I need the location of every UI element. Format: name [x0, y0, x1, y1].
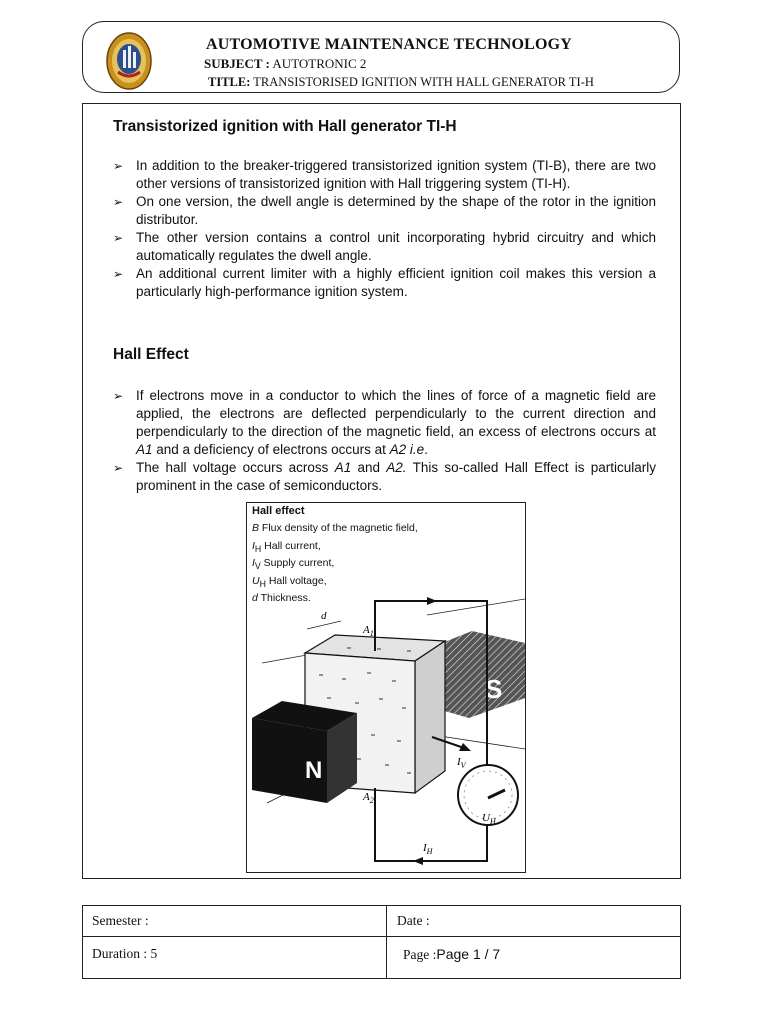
page-value: Page 1 / 7: [436, 946, 501, 962]
hall-effect-diagram: [247, 503, 526, 873]
label-iv: $I_V$: [457, 756, 466, 770]
term-a2: A2 i.e: [389, 442, 425, 457]
arrow-bullet-icon: ➢: [113, 195, 124, 209]
footer-row-divider: [83, 936, 680, 937]
hall-bullet-list: [113, 387, 656, 495]
header-title: AUTOMOTIVE MAINTENANCE TECHNOLOGY: [206, 36, 573, 53]
bullet-text-part: and a deficiency of electrons occurs at: [152, 442, 390, 457]
title-label: TITLE:: [208, 75, 251, 89]
figure-caption: Hall effect: [252, 505, 305, 517]
subject-value: AUTOTRONIC 2: [272, 56, 367, 71]
list-item: [113, 157, 656, 193]
bullet-text-part: If electrons move in a conductor to which the lines of force of a magnetic field are applied, the electrons are deflected perpendicularly to the current direction and perpendicularly to the direction of the magnetic field, an excess of electrons occurs at: [136, 388, 656, 439]
page-number: [403, 946, 500, 963]
legend-subscript: V: [254, 561, 261, 572]
list-item: [113, 193, 656, 229]
list-item: [113, 387, 656, 459]
arrow-bullet-icon: ➢: [113, 231, 124, 245]
institute-logo-icon: [106, 32, 152, 90]
magnet-n-label: N: [305, 757, 323, 784]
hall-effect-figure: [246, 502, 526, 873]
date-label: Date :: [397, 913, 430, 928]
legend-subscript: H: [259, 578, 266, 589]
footer-table: [82, 905, 681, 979]
term-a1: A1: [136, 442, 153, 457]
term-a1: A1: [334, 460, 352, 475]
legend-text: Hall current,: [261, 539, 321, 552]
semester-label: Semester :: [92, 913, 149, 928]
bullet-text-part: .: [424, 442, 428, 457]
bullet-text: In addition to the breaker-triggered transistorized ignition system (TI-B), there are two other versions of transistorized ignition with Hall triggering system (TI-H).: [136, 158, 656, 191]
legend-text: Hall voltage,: [265, 574, 327, 587]
legend-text: Flux density of the magnetic field,: [259, 522, 418, 534]
field-line: [262, 655, 307, 663]
bullet-text: The other version contains a control unit incorporating hybrid circuitry and which automatically regulates the dwell angle.: [136, 230, 656, 263]
bullet-text: [136, 388, 656, 457]
list-item: [113, 459, 656, 495]
legend-symbol: d: [252, 592, 258, 605]
current-arrow-icon: [413, 857, 423, 865]
legend-symbol: U: [252, 574, 260, 587]
legend-symbol: I: [252, 557, 255, 570]
hall-plate-side: [415, 641, 445, 793]
bullet-text: [136, 460, 656, 493]
arrow-bullet-icon: ➢: [113, 389, 124, 403]
legend-subscript: H: [254, 543, 262, 554]
page-label: Page :: [403, 947, 437, 962]
label-ih: $I_H$: [423, 842, 433, 856]
magnet-s-label: S: [485, 674, 503, 704]
dimension-line: [307, 621, 341, 629]
legend-symbol: B: [252, 522, 260, 534]
section-heading-hall-effect: Hall Effect: [113, 346, 189, 363]
term-a2: A2.: [386, 460, 407, 475]
label-a1: $A_1$: [363, 624, 374, 638]
list-item: [113, 229, 656, 265]
bullet-text-part: and: [351, 460, 387, 475]
header-titleline: [208, 75, 594, 90]
bullet-text-part: This so-called Hall Effect is particularly prominent in the case of semiconductors.: [136, 460, 657, 493]
subject-label: SUBJECT :: [204, 56, 270, 71]
arrow-bullet-icon: ➢: [113, 267, 124, 281]
title-value: TRANSISTORISED IGNITION WITH HALL GENERATOR TI-H: [253, 75, 594, 89]
label-a2: $A_2$: [363, 791, 374, 805]
arrow-bullet-icon: ➢: [113, 159, 124, 173]
label-d: d: [321, 610, 327, 622]
bullet-text: An additional current limiter with a highly efficient ignition coil makes this version a particularly high-performance ignition system.: [136, 266, 656, 299]
legend-text: Thickness.: [257, 592, 311, 605]
legend-symbol: I: [252, 539, 255, 552]
legend-text: Supply current,: [260, 557, 335, 570]
current-arrow-icon: [427, 597, 437, 605]
header-subject: [204, 56, 366, 72]
footer-column-divider: [386, 906, 387, 978]
bullet-text: On one version, the dwell angle is determined by the shape of the rotor in the ignition distributor.: [136, 194, 656, 227]
arrow-bullet-icon: ➢: [113, 461, 124, 475]
ti-h-bullet-list: [113, 157, 656, 301]
duration-label: Duration : 5: [92, 946, 158, 961]
label-uh: $U_H$: [482, 812, 496, 826]
bullet-text-part: The hall voltage occurs across: [136, 460, 335, 475]
section-heading-ti-h: Transistorized ignition with Hall generator TI-H: [113, 118, 457, 135]
list-item: [113, 265, 656, 301]
